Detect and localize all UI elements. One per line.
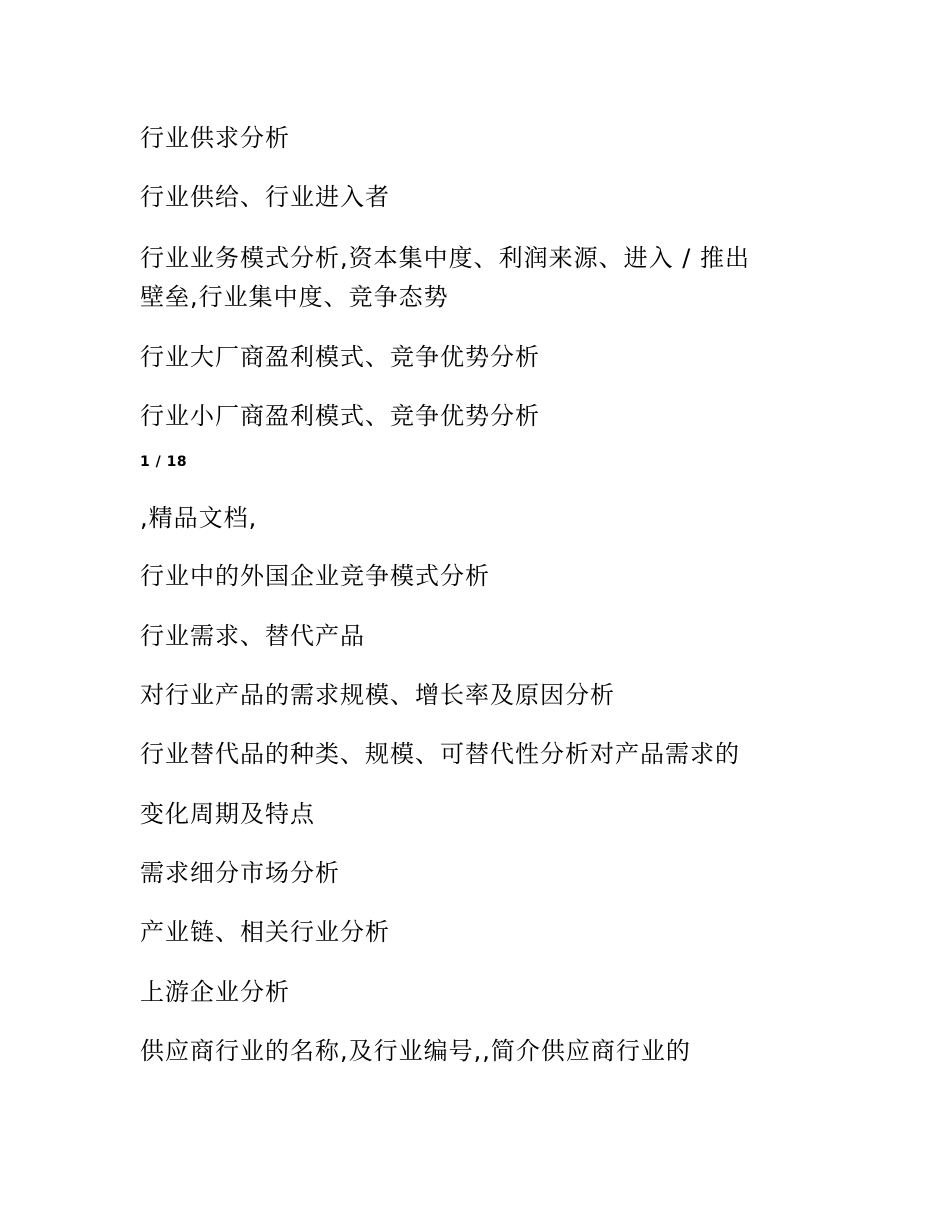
text-line: 行业中的外国企业竞争模式分析: [140, 562, 490, 590]
text-line: 产业链、相关行业分析: [140, 918, 390, 946]
text-line: 行业大厂商盈利模式、竞争优势分析: [140, 343, 540, 371]
text-line: 需求细分市场分析: [140, 859, 340, 887]
text-line: 行业需求、替代产品: [140, 622, 365, 650]
text-line: 行业小厂商盈利模式、竞争优势分析: [140, 402, 540, 430]
text-line: 行业供求分析: [140, 124, 290, 152]
text-line: 行业替代品的种类、规模、可替代性分析对产品需求的: [140, 740, 740, 768]
page-number: 1 / 18: [140, 454, 188, 470]
text-line: ,精品文档,: [140, 504, 258, 532]
text-line: 行业供给、行业进入者: [140, 183, 390, 211]
text-line: 对行业产品的需求规模、增长率及原因分析: [140, 681, 615, 709]
text-line: 供应商行业的名称,及行业编号,,简介供应商行业的: [140, 1037, 691, 1065]
text-line: 行业业务模式分析,资本集中度、利润来源、进入 / 推出: [140, 244, 750, 272]
text-line: 上游企业分析: [140, 978, 290, 1006]
text-line: 变化周期及特点: [140, 800, 315, 828]
text-line: 壁垒,行业集中度、竞争态势: [140, 283, 449, 311]
